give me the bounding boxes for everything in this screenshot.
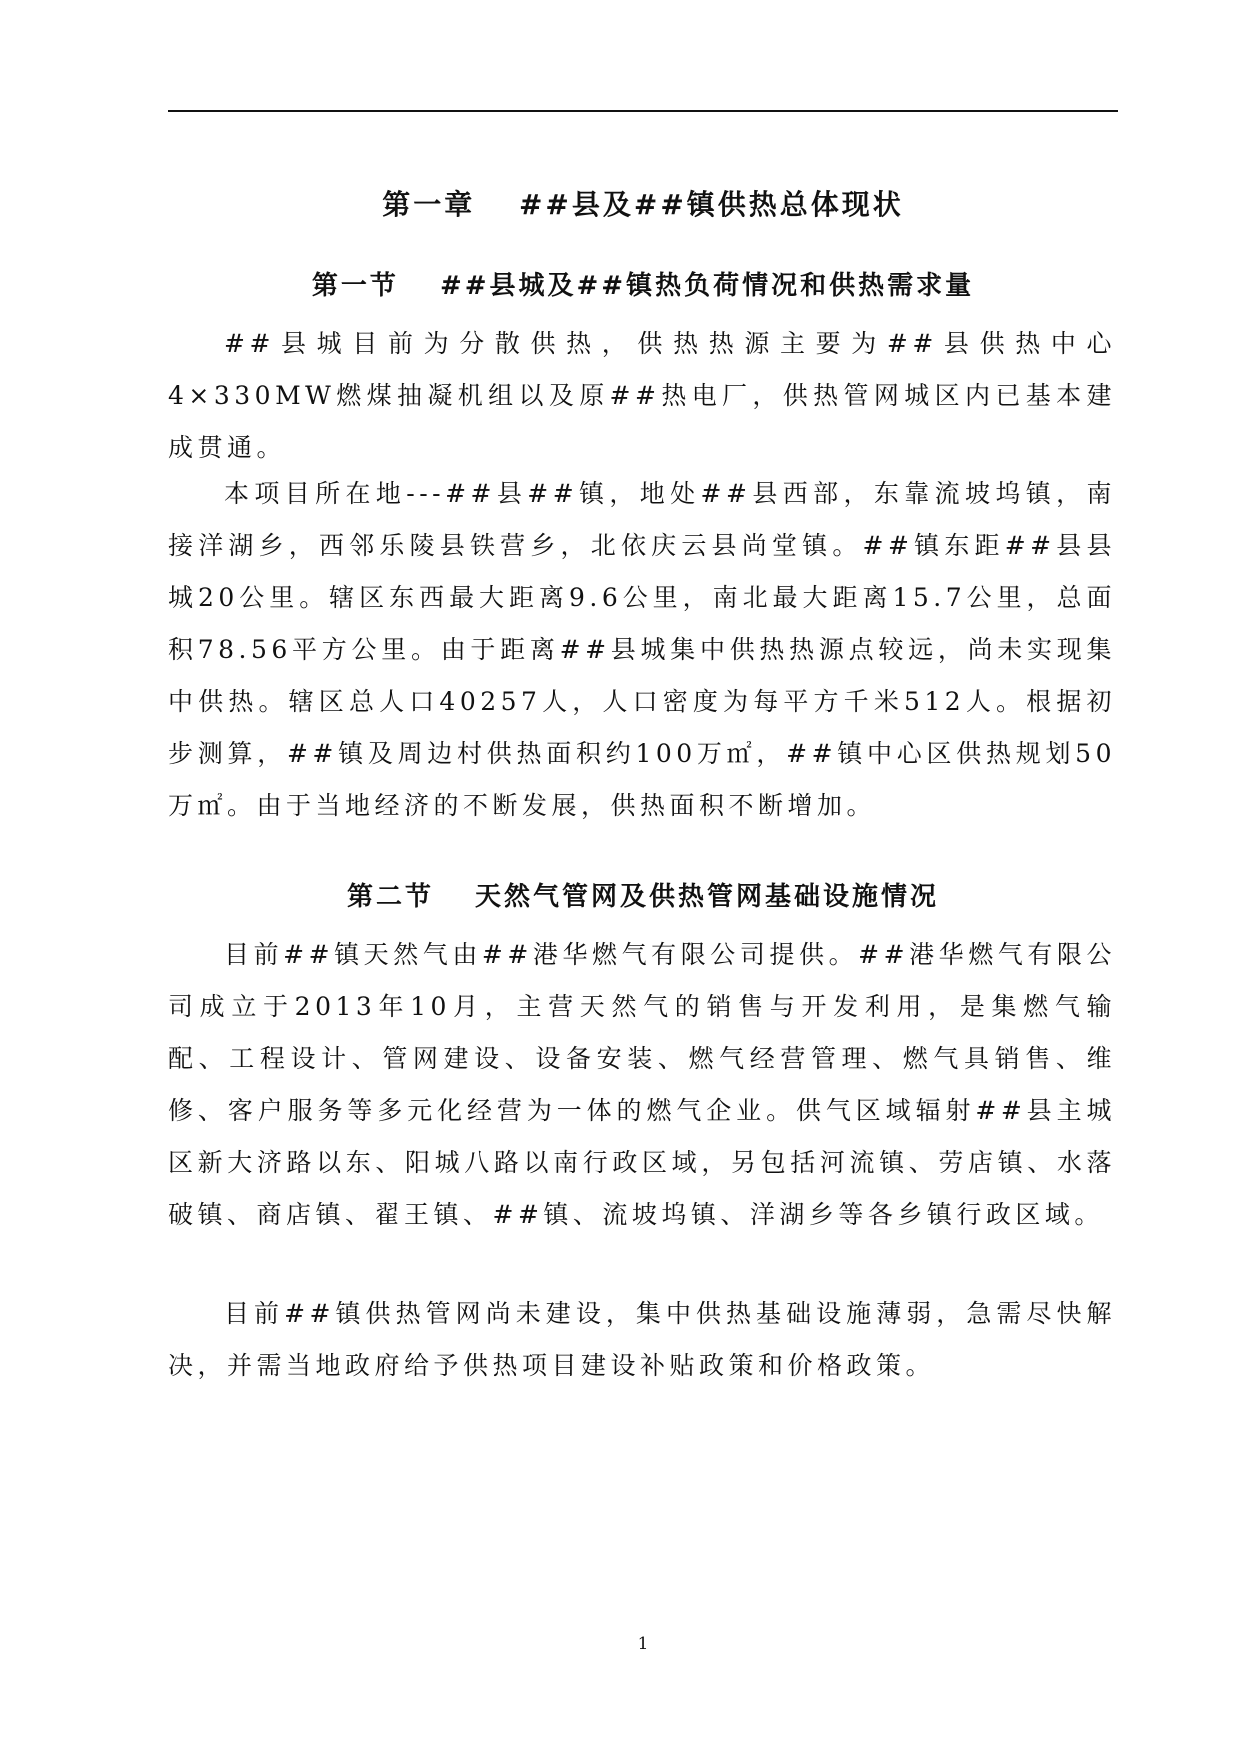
paragraph: 本项目所在地---##县##镇，地处##县西部，东靠流坡坞镇，南接洋湖乡，西邻乐陵县铁营乡，北依庆云县尚堂镇。##镇东距##县县城20公里。辖区东西最大距离9.6公里，南北最大距离15.7公里，总面积78.56平方公里。由于距离##县城集中供热热源点较远，尚未实现集中供热。辖区总人口40257人，人口密度为每平方千米512人。根据初步测算，##镇及周边村供热面积约100万㎡，##镇中心区供热规划50万㎡。由于当地经济的不断发展，供热面积不断增加。: [168, 479, 1116, 820]
section-title-2: 第二节 天然气管网及供热管网基础设施情况: [346, 882, 940, 912]
header-rule: [168, 110, 1118, 112]
chapter-title: 第一章 ##县及##镇供热总体现状: [382, 188, 904, 221]
section-title-1: 第一节 ##县城及##镇热负荷情况和供热需求量: [311, 271, 975, 301]
paragraph: ##县城目前为分散供热，供热热源主要为##县供热中心4×330MW燃煤抽凝机组以及原##热电厂，供热管网城区内已基本建成贯通。: [168, 329, 1116, 462]
page-number: 1: [637, 1634, 649, 1654]
paragraph: 目前##镇供热管网尚未建设，集中供热基础设施薄弱，急需尽快解决，并需当地政府给予供热项目建设补贴政策和价格政策。: [168, 1299, 1116, 1380]
paragraph: 目前##镇天然气由##港华燃气有限公司提供。##港华燃气有限公司成立于2013年10月，主营天然气的销售与开发利用，是集燃气输配、工程设计、管网建设、设备安装、燃气经营管理、燃气具销售、维修、客户服务等多元化经营为一体的燃气企业。供气区域辐射##县主城区新大济路以东、阳城八路以南行政区域，另包括河流镇、劳店镇、水落破镇、商店镇、翟王镇、##镇、流坡坞镇、洋湖乡等各乡镇行政区域。: [168, 940, 1116, 1229]
